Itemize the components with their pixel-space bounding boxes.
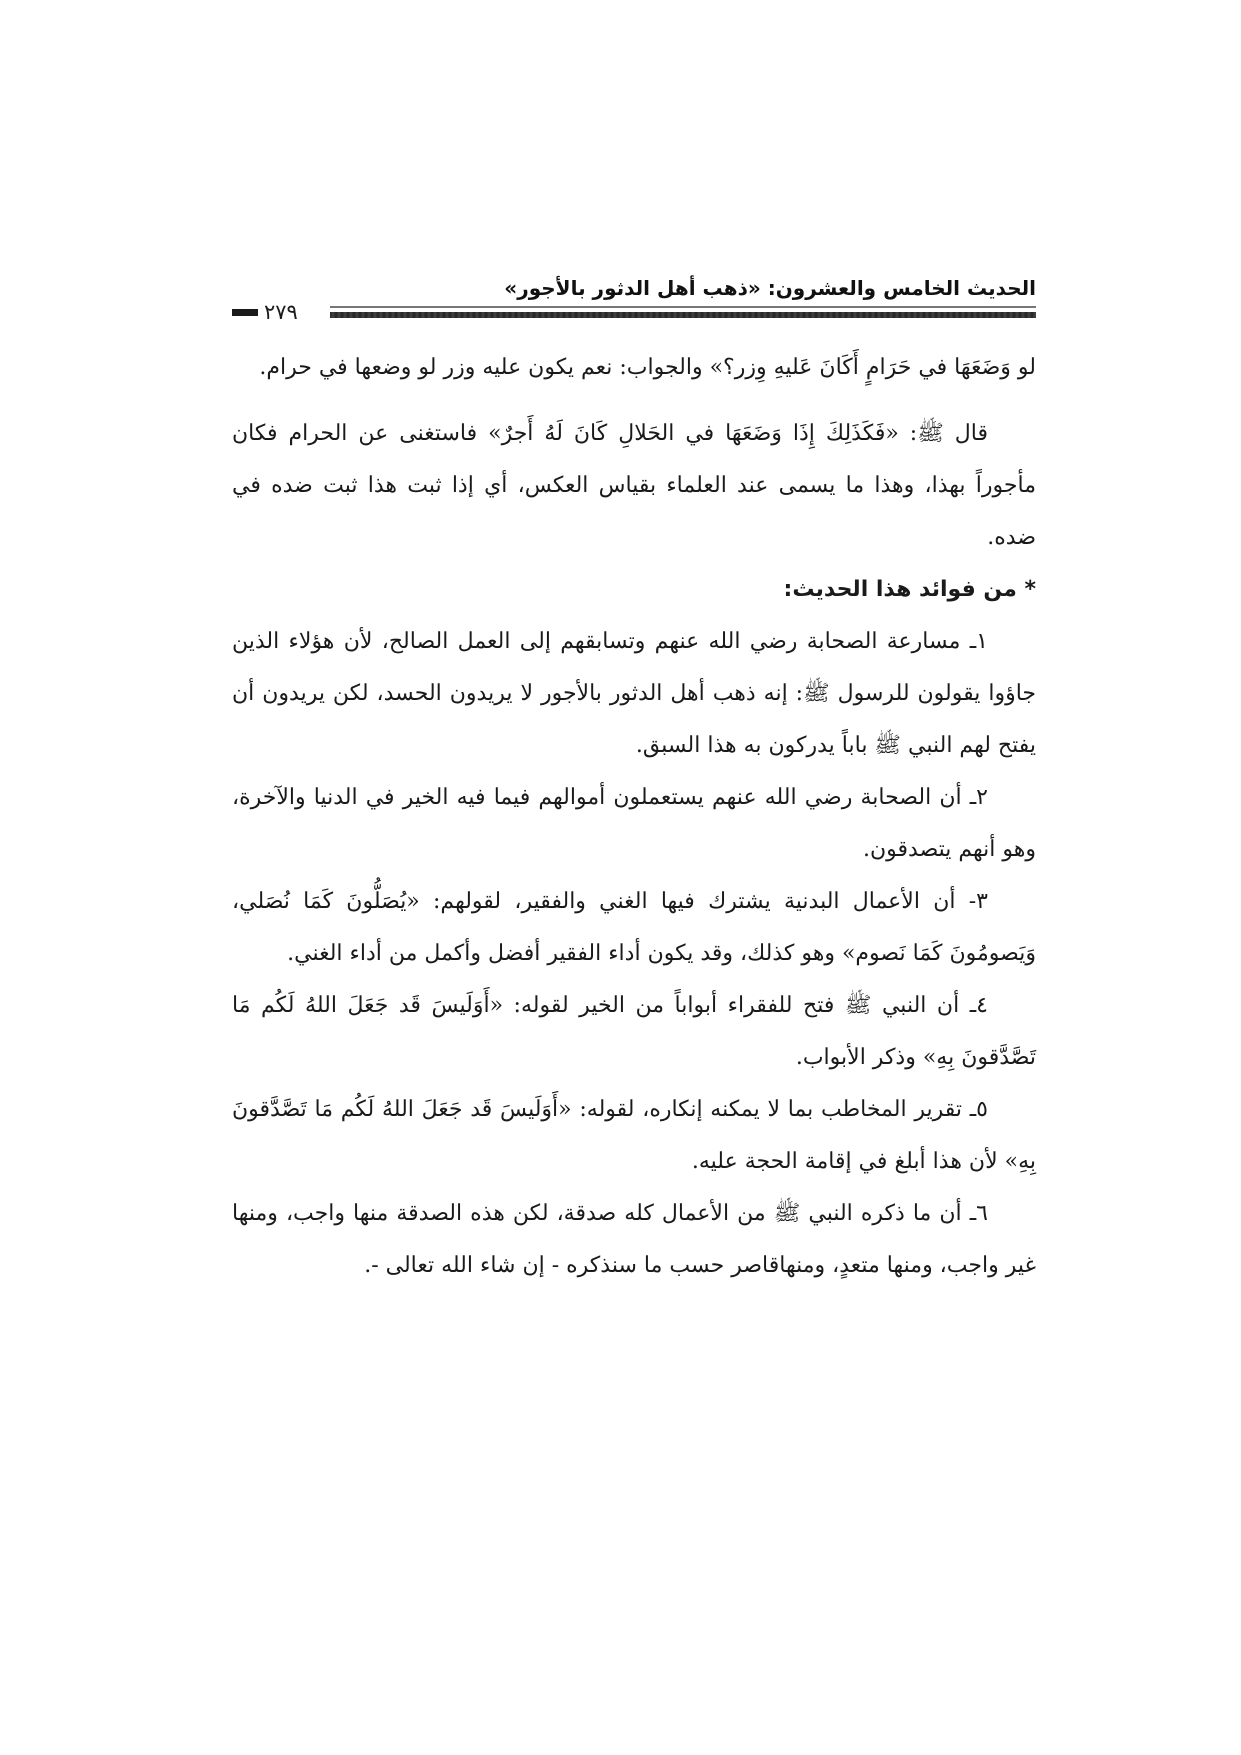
benefit-item-1: ١ـ مسارعة الصحابة رضي الله عنهم وتسابقهم إلى العمل الصالح، لأن هؤلاء الذين جاؤوا يقولون للرسول ﷺ: إنه ذهب أهل الدثور بالأجور لا يريدون الحسد، لكن يريدون أن يفتح لهم النبي ﷺ باباً يدركون به هذا السبق. [232, 629, 1037, 758]
header-rule-thin [330, 306, 1036, 308]
benefit-item-3: ٣- أن الأعمال البدنية يشترك فيها الغني والفقير، لقولهم: «يُصَلُّونَ كَمَا نُصَلي، وَيَصومُونَ كَمَا نَصوم» وهو كذلك، وقد يكون أداء الفقير أفضل وأكمل من أداء الغني. [232, 889, 1036, 966]
running-title: الحديث الخامس والعشرون: «ذهب أهل الدثور بالأجور» [504, 276, 1036, 300]
body-text [232, 342, 1036, 1292]
page-number-mark [232, 309, 258, 316]
paragraph-continuation: لو وَضَعَهَا في حَرَامٍ أَكَانَ عَليهِ وِزر؟» والجواب: نعم يكون عليه وزر لو وضعها في حرام. [259, 355, 1036, 380]
page-number-text: ٢٧٩ [264, 300, 298, 324]
benefit-item-2: ٢ـ أن الصحابة رضي الله عنهم يستعملون أموالهم فيما فيه الخير في الدنيا والآخرة، وهو أنهم يتصدقون. [232, 785, 1036, 862]
benefit-item-4: ٤ـ أن النبي ﷺ فتح للفقراء أبواباً من الخير لقوله: «أَوَلَيسَ قَد جَعَلَ اللهُ لَكُم مَا تَصَّدَّقونَ بِهِ» وذكر الأبواب. [232, 993, 1036, 1070]
section-heading: * من فوائد هذا الحديث: [783, 577, 1036, 602]
header-rule [330, 312, 1036, 318]
benefit-item-5: ٥ـ تقرير المخاطب بما لا يمكنه إنكاره، لقوله: «أَوَلَيسَ قَد جَعَلَ اللهُ لَكُم مَا تَصَّدَّقونَ بِهِ» لأن هذا أبلغ في إقامة الحجة عليه. [232, 1097, 1036, 1174]
paragraph-qiyas-al-aks: قال ﷺ: «فَكَذَلِكَ إِذَا وَضَعَهَا في الحَلالِ كَانَ لَهُ أَجرٌ» فاستغنى عن الحرام فكان مأجوراً بهذا، وهذا ما يسمى عند العلماء بقياس العكس، أي إذا ثبت هذا ثبت ضده في ضده. [232, 421, 1036, 550]
running-header [232, 270, 1036, 330]
benefit-item-6: ٦ـ أن ما ذكره النبي ﷺ من الأعمال كله صدقة، لكن هذه الصدقة منها واجب، ومنها غير واجب، ومنها متعدٍ، ومنهاقاصر حسب ما سنذكره - إن شاء الله تعالى -. [232, 1201, 1036, 1278]
page-number [232, 300, 298, 324]
